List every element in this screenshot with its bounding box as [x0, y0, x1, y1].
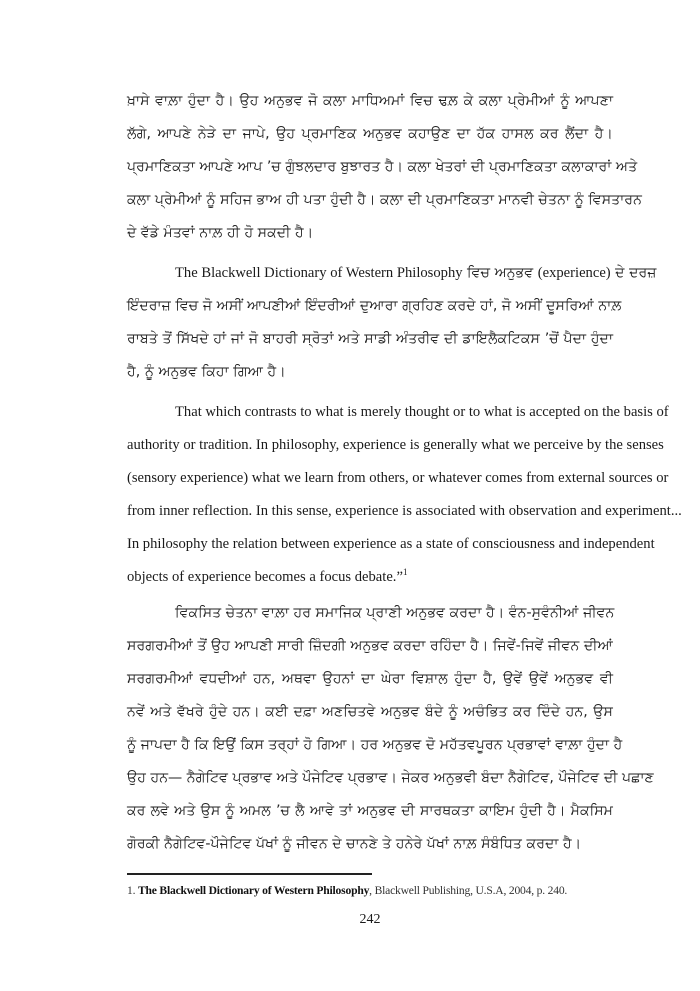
footnote-title: The Blackwell Dictionary of Western Philosophy [138, 884, 370, 897]
quote-line-1: That which contrasts to what is merely thought or to what is accepted on the basis of [175, 404, 669, 420]
paragraph-1-line-2: ਲੱਗੇ, ਆਪਣੇ ਨੇੜੇ ਦਾ ਜਾਪੇ, ਉਹ ਪ੍ਰਮਾਣਿਕ ਅਨੁਭਵ ਕਹਾਉਣ ਦਾ ਹੱਕ ਹਾਸਲ ਕਰ ਲੈਂਦਾ ਹੈ। [127, 126, 613, 142]
paragraph-3-line-2: ਸਰਗਰਮੀਆਂ ਤੋਂ ਉਹ ਆਪਣੀ ਸਾਰੀ ਜ਼ਿੰਦਗੀ ਅਨੁਭਵ ਕਰਦਾ ਰਹਿੰਦਾ ਹੈ। ਜਿਵੇਂ-ਜਿਵੇਂ ਜੀਵਨ ਦੀਆਂ [127, 638, 613, 654]
paragraph-2-text-a: ਵਿਚ ਅਨੁਭਵ [462, 265, 538, 281]
paragraph-1-line-3: ਪ੍ਰਮਾਣਿਕਤਾ ਆਪਣੇ ਆਪ ’ਚ ਗੁੰਝਲਦਾਰ ਬੁਝਾਰਤ ਹੈ। ਕਲਾ ਖੇਤਰਾਂ ਦੀ ਪ੍ਰਮਾਣਿਕਤਾ ਕਲਾਕਾਰਾਂ ਅਤੇ [127, 159, 638, 175]
paragraph-3-line-6: ਉਹ ਹਨ— ਨੈਗੇਟਿਵ ਪ੍ਰਭਾਵ ਅਤੇ ਪੌਜੇਟਿਵ ਪ੍ਰਭਾਵ। ਜੇਕਰ ਅਨੁਭਵੀ ਬੰਦਾ ਨੈਗੇਟਿਵ, ਪੌਜੇਟਿਵ ਦੀ ਪਛਾਣ [127, 770, 654, 786]
quote-line-4: from inner reflection. In this sense, experience is associated with observation and experiment... [127, 503, 682, 519]
dictionary-title: The Blackwell Dictionary of Western Philosophy [175, 265, 463, 281]
quote-line-2: authority or tradition. In philosophy, experience is generally what we perceive by the senses [127, 437, 664, 453]
footnote-separator [127, 873, 372, 875]
quote-line-3: (sensory experience) what we learn from others, or whatever comes from external sources or [127, 470, 669, 486]
paragraph-2-text-b: ਦੇ ਦਰਜ਼ [610, 265, 657, 281]
paragraph-1-line-4: ਕਲਾ ਪ੍ਰੇਮੀਆਂ ਨੂੰ ਸਹਿਜ ਭਾਅ ਹੀ ਪਤਾ ਹੁੰਦੀ ਹੈ। ਕਲਾ ਦੀ ਪ੍ਰਮਾਣਿਕਤਾ ਮਾਨਵੀ ਚੇਤਨਾ ਨੂੰ ਵਿਸਤਾਰਨ [127, 192, 642, 208]
footnote-reference[interactable]: 1 [402, 567, 408, 578]
paragraph-3-line-3: ਸਰਗਰਮੀਆਂ ਵਧਦੀਆਂ ਹਨ, ਅਥਵਾ ਉਹਨਾਂ ਦਾ ਘੇਰਾ ਵਿਸ਼ਾਲ ਹੁੰਦਾ ਹੈ, ਉਵੇਂ ਉਵੇਂ ਅਨੁਭਵ ਵੀ [127, 671, 613, 687]
page-number: 242 [359, 912, 381, 927]
paragraph-3-line-5: ਨੂੰ ਜਾਪਦਾ ਹੈ ਕਿ ਇਉਂ ਕਿਸ ਤਰ੍ਹਾਂ ਹੋ ਗਿਆ। ਹਰ ਅਨੁਭਵ ਦੋ ਮਹੱਤਵਪੂਰਨ ਪ੍ਰਭਾਵਾਂ ਵਾਲ਼ਾ ਹੁੰਦਾ ਹੈ [127, 737, 623, 753]
quote-final-text: objects of experience becomes a focus debate.” [127, 569, 403, 585]
quote-line-5: In philosophy the relation between experience as a state of consciousness and independent [127, 536, 655, 552]
paragraph-1-line-1: ਖ਼ਾਸੇ ਵਾਲ਼ਾ ਹੁੰਦਾ ਹੈ। ਉਹ ਅਨੁਭਵ ਜੋ ਕਲਾ ਮਾਧਿਅਮਾਂ ਵਿਚ ਢਲ਼ ਕੇ ਕਲਾ ਪ੍ਰੇਮੀਆਂ ਨੂੰ ਆਪਣਾ [127, 93, 613, 109]
experience-term: (experience) [537, 265, 611, 281]
paragraph-3-line-8: ਗੋਰਕੀ ਨੈਗੇਟਿਵ-ਪੌਜੇਟਿਵ ਪੱਖਾਂ ਨੂੰ ਜੀਵਨ ਦੇ ਚਾਨਣੇ ਤੇ ਹਨੇਰੇ ਪੱਖਾਂ ਨਾਲ਼ ਸੰਬੰਧਿਤ ਕਰਦਾ ਹੈ। [127, 836, 582, 852]
paragraph-3-line-1: ਵਿਕਸਿਤ ਚੇਤਨਾ ਵਾਲ਼ਾ ਹਰ ਸਮਾਜਿਕ ਪ੍ਰਾਣੀ ਅਨੁਭਵ ਕਰਦਾ ਹੈ। ਵੰਨ-ਸੁਵੰਨੀਆਂ ਜੀਵਨ [175, 605, 615, 621]
paragraph-2-line-3: ਰਾਬਤੇ ਤੋਂ ਸਿੱਖਦੇ ਹਾਂ ਜਾਂ ਜੋ ਬਾਹਰੀ ਸ੍ਰੋਤਾਂ ਅਤੇ ਸਾਡੀ ਅੰਤਰੀਵ ਦੀ ਡਾਇਲੈਕਟਿਕਸ ’ਚੋਂ ਪੈਦਾ ਹੁੰਦਾ [127, 331, 613, 347]
paragraph-2-line-4: ਹੈ, ਨੂੰ ਅਨੁਭਵ ਕਿਹਾ ਗਿਆ ਹੈ। [127, 364, 286, 380]
paragraph-3-line-4: ਨਵੇਂ ਅਤੇ ਵੱਖਰੇ ਹੁੰਦੇ ਹਨ। ਕਈ ਦਫ਼ਾ ਅਣਚਿਤਵੇ ਅਨੁਭਵ ਬੰਦੇ ਨੂੰ ਅਚੰਭਿਤ ਕਰ ਦਿੰਦੇ ਹਨ, ਉਸ [127, 704, 613, 720]
paragraph-3-line-7: ਕਰ ਲਵੇ ਅਤੇ ਉਸ ਨੂੰ ਅਮਲ ’ਚ ਲੈ ਆਵੇ ਤਾਂ ਅਨੁਭਵ ਦੀ ਸਾਰਥਕਤਾ ਕਾਇਮ ਹੁੰਦੀ ਹੈ। ਮੈਕਸਿਮ [127, 803, 613, 819]
footnote-publication: , Blackwell Publishing, U.S.A, 2004, p. 240. [369, 884, 568, 897]
footnote-number: 1. [127, 884, 136, 897]
quote-line-6 [127, 567, 613, 587]
paragraph-2-line-1 [175, 263, 657, 283]
paragraph-2-line-2: ਇੰਦਰਾਜ਼ ਵਿਚ ਜੋ ਅਸੀਂ ਆਪਣੀਆਂ ਇੰਦਰੀਆਂ ਦੁਆਰਾ ਗ੍ਰਹਿਣ ਕਰਦੇ ਹਾਂ, ਜੋ ਅਸੀਂ ਦੂਸਰਿਆਂ ਨਾਲ਼ [127, 298, 622, 314]
footnote [127, 884, 567, 897]
paragraph-1-line-5: ਦੇ ਵੱਡੇ ਮੰਤਵਾਂ ਨਾਲ਼ ਹੀ ਹੋ ਸਕਦੀ ਹੈ। [127, 225, 314, 241]
